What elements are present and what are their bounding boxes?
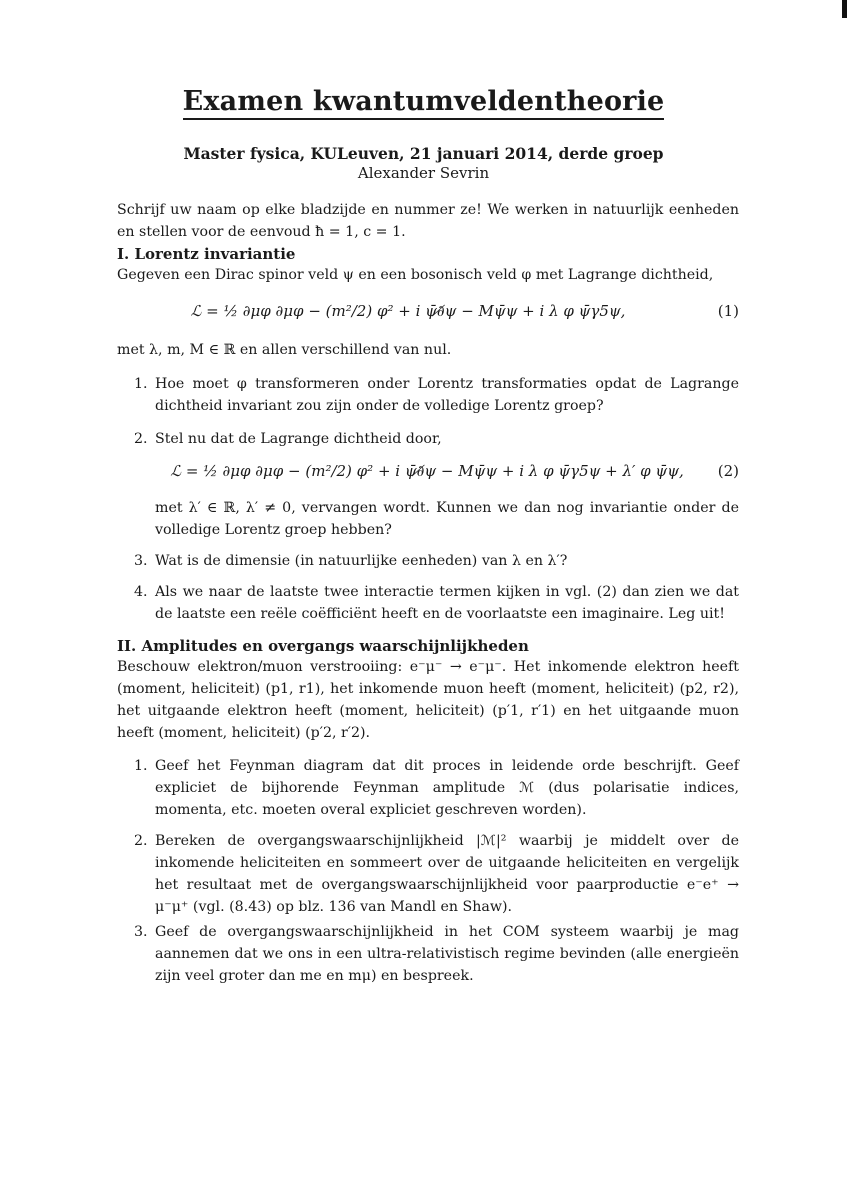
- section-1-question-4: [117, 581, 739, 625]
- question-text: Geef het Feynman diagram dat dit proces in leidende orde beschrijft. Geef expliciet de bijhorende Feynman amplitude ℳ (dus polarisatie indices, momenta, etc. moeten overal expliciet geschreven worden).: [155, 758, 739, 818]
- section-1-text: Gegeven een Dirac spinor veld ψ en een bosonisch veld φ met Lagrange dichtheid,: [117, 267, 714, 283]
- question-text: Bereken de overgangswaarschijnlijkheid |ℳ|² waarbij je middelt over de inkomende heliciteiten en sommeert over de uitgaande heliciteiten en vergelijk het resultaat met de overgangswaarschijnlijkheid voor paarproductie e⁻e⁺ → μ⁻μ⁺ (vgl. (8.43) op blz. 136 van Mandl en Shaw).: [155, 833, 739, 915]
- page-subtitle: Master fysica, KULeuven, 21 januari 2014, derde groep: [183, 144, 664, 163]
- question-number: 4.: [134, 584, 148, 600]
- section-2-heading: II. Amplitudes en overgangs waarschijnlijkheden: [117, 637, 529, 655]
- equation-1-body: ℒ = ½ ∂μφ ∂μφ − (m²/2) φ² + i ψ̄∂̸ψ − Mψ̄ψ + i λ φ ψ̄γ5ψ,: [190, 302, 626, 320]
- section-1-question-2-continued: met λ′ ∈ ℝ, λ′ ≠ 0, vervangen wordt. Kunnen we dan nog invariantie onder de volledige Lorentz groep hebben?: [155, 500, 739, 538]
- question-text: Als we naar de laatste twee interactie termen kijken in vgl. (2) dan zien we dat de laatste een reële coëfficiënt heeft en de voorlaatste een imaginaire. Leg uit!: [155, 584, 739, 622]
- section-2-question-1: [117, 755, 739, 821]
- equation-1: [117, 292, 739, 334]
- section-2-question-3: [117, 921, 739, 987]
- equation-2-body: ℒ = ½ ∂μφ ∂μφ − (m²/2) φ² + i ψ̄∂̸ψ − Mψ̄ψ + i λ φ ψ̄γ5ψ + λ′ φ ψ̄ψ,: [170, 462, 684, 480]
- section-2-question-2: [117, 830, 739, 918]
- scan-edge-mark: [842, 0, 847, 18]
- section-1-conditions: met λ, m, M ∈ ℝ en allen verschillend van nul.: [117, 342, 452, 358]
- question-number: 3.: [134, 553, 148, 569]
- intro-paragraph: Schrijf uw naam op elke bladzijde en nummer ze! We werken in natuurlijk eenheden en stellen voor de eenvoud ħ = 1, c = 1.: [117, 202, 739, 240]
- author-name: Alexander Sevrin: [357, 164, 490, 182]
- equation-1-number: (1): [717, 302, 739, 320]
- question-text: Geef de overgangswaarschijnlijkheid in het COM systeem waarbij je mag aannemen dat we ons in een ultra-relativistisch regime bevinden (alle energieën zijn veel groter dan me en mμ) en bespreek.: [155, 924, 739, 984]
- section-1-question-1: [117, 373, 739, 417]
- section-1-question-2: [117, 428, 739, 450]
- question-number: 1.: [134, 758, 148, 774]
- question-number: 1.: [134, 376, 148, 392]
- question-text: Stel nu dat de Lagrange dichtheid door,: [155, 431, 442, 447]
- section-1-heading: I. Lorentz invariantie: [117, 245, 296, 263]
- question-number: 2.: [134, 833, 148, 849]
- page-title: Examen kwantumveldentheorie: [0, 86, 847, 117]
- question-text: Wat is de dimensie (in natuurlijke eenheden) van λ en λ′?: [155, 553, 568, 569]
- section-2-text: Beschouw elektron/muon verstrooiing: e⁻μ⁻ → e⁻μ⁻. Het inkomende elektron heeft (moment, heliciteit) (p1, r1), het inkomende muon heeft (moment, heliciteit) (p2, r2), het uitgaande elektron heeft (moment, heliciteit) (p′1, r′1) en het uitgaande muon heeft (moment, heliciteit) (p′2, r′2).: [117, 659, 739, 741]
- section-1-question-3: [117, 550, 739, 572]
- equation-2-number: (2): [717, 462, 739, 480]
- question-number: 2.: [134, 431, 148, 447]
- question-text: Hoe moet φ transformeren onder Lorentz transformaties opdat de Lagrange dichtheid invariant zou zijn onder de volledige Lorentz groep?: [155, 376, 739, 414]
- equation-2: [155, 452, 739, 494]
- question-number: 3.: [134, 924, 148, 940]
